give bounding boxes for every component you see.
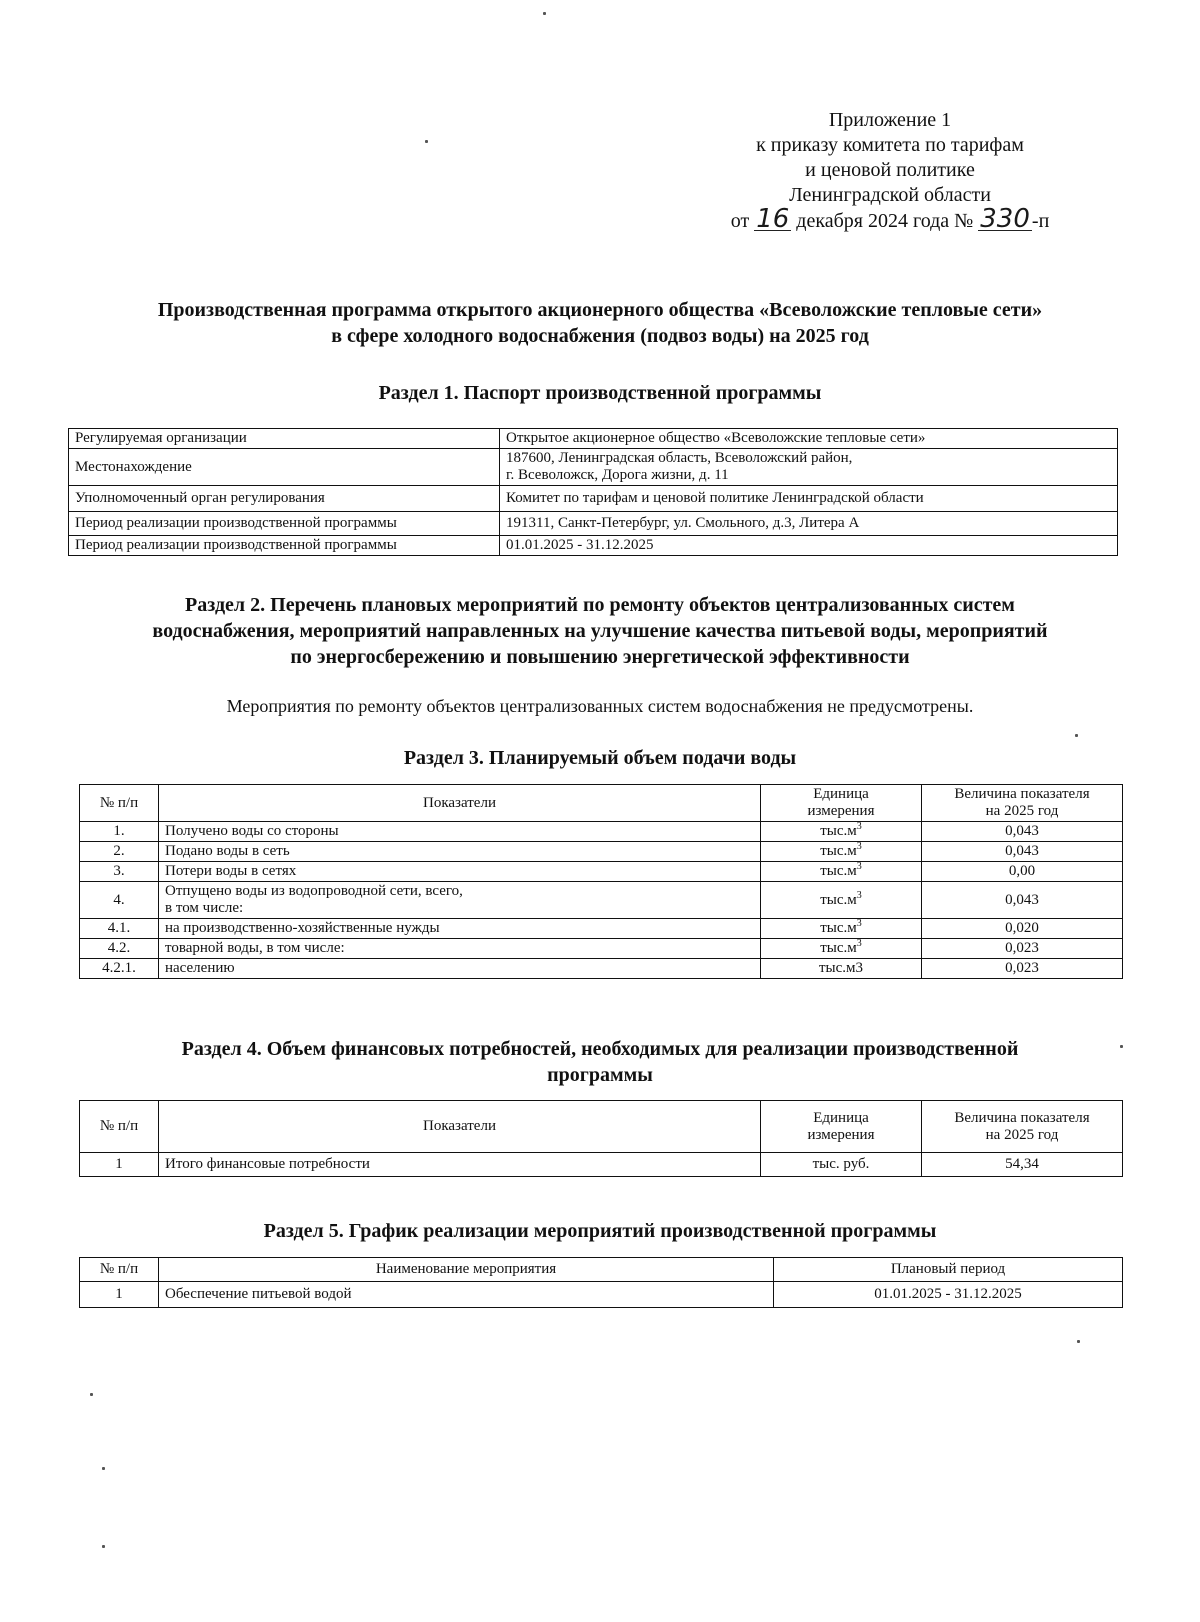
- row-num: 2.: [80, 842, 159, 862]
- col-header-period: Плановый период: [774, 1258, 1123, 1282]
- row-value: 0,023: [922, 959, 1123, 979]
- table-row: [69, 486, 1118, 512]
- table-header-row: [80, 1101, 1123, 1153]
- section3-heading: Раздел 3. Планируемый объем подачи воды: [403, 747, 797, 769]
- unit-sup: 3: [856, 861, 862, 872]
- table-row: [69, 449, 1118, 486]
- row-num: 4.2.1.: [80, 959, 159, 979]
- row-num: 1: [80, 1153, 159, 1177]
- approval-date-middle: декабря 2024 года №: [796, 210, 974, 232]
- scan-speck: [1075, 734, 1078, 737]
- scan-speck: [1077, 1340, 1080, 1343]
- col-header-indicator: Показатели: [159, 785, 761, 822]
- unit-base: тыс.м: [820, 891, 857, 908]
- section1-heading: Раздел 1. Паспорт производственной программы: [378, 382, 822, 404]
- unit-sup: 3: [856, 821, 862, 832]
- table-header-row: [80, 785, 1123, 822]
- passport-table: [68, 428, 1118, 556]
- row-indicator: Подано воды в сеть: [159, 842, 761, 862]
- unit-sup: 3: [856, 918, 862, 929]
- table-row: [80, 939, 1123, 959]
- approval-date-line: [680, 204, 1100, 234]
- col-header-name: Наименование мероприятия: [159, 1258, 774, 1282]
- row-value: 0,043: [922, 882, 1123, 919]
- row-unit: [761, 822, 922, 842]
- scan-speck: [90, 1393, 93, 1396]
- section4-heading-line: Раздел 4. Объем финансовых потребностей, необходимых для реализации производственной: [181, 1038, 1019, 1060]
- row-indicator: Получено воды со стороны: [159, 822, 761, 842]
- col-header-value-line: Величина показателя: [954, 786, 1090, 802]
- handwritten-number: 330: [980, 204, 1030, 234]
- section4-heading: [60, 1036, 1140, 1088]
- document-title: [60, 297, 1140, 349]
- section2-heading-line: Раздел 2. Перечень плановых мероприятий по ремонту объектов централизованных систем: [185, 594, 1015, 616]
- passport-value: [500, 449, 1118, 486]
- col-header-num: № п/п: [80, 1258, 159, 1282]
- row-value: 0,023: [922, 939, 1123, 959]
- unit-base: тыс.м: [820, 940, 857, 956]
- table-row: [80, 862, 1123, 882]
- section2-heading-line: по энергосбережению и повышению энергетической эффективности: [290, 646, 910, 668]
- row-unit: [761, 862, 922, 882]
- col-header-unit: [761, 785, 922, 822]
- row-indicator-line: в том числе:: [165, 900, 244, 916]
- col-header-value-line: на 2025 год: [985, 803, 1059, 819]
- water-volume-table: [79, 784, 1123, 979]
- approval-suffix: -п: [1031, 210, 1050, 232]
- passport-key: Уполномоченный орган регулирования: [69, 486, 500, 512]
- unit-base: тыс.м: [820, 843, 857, 859]
- section2-text: Мероприятия по ремонту объектов централизованных систем водоснабжения не предусмотрены.: [226, 696, 974, 716]
- unit-sup: 3: [856, 889, 862, 901]
- table-row: [80, 822, 1123, 842]
- row-value: 0,043: [922, 842, 1123, 862]
- handwritten-day: 16: [756, 204, 790, 234]
- col-header-unit-line: Единица: [813, 786, 869, 802]
- row-name: Обеспечение питьевой водой: [159, 1282, 774, 1308]
- passport-value: Комитет по тарифам и ценовой политике Ленинградской области: [500, 486, 1118, 512]
- col-header-num: № п/п: [80, 1101, 159, 1153]
- row-unit: тыс. руб.: [761, 1153, 922, 1177]
- passport-key: Местонахождение: [69, 449, 500, 486]
- scan-speck: [425, 140, 428, 143]
- row-num: 4.: [80, 882, 159, 919]
- col-header-value: [922, 785, 1123, 822]
- section4-heading-line: программы: [547, 1064, 653, 1086]
- unit-base: тыс.м: [820, 863, 857, 879]
- section5-heading: Раздел 5. График реализации мероприятий производственной программы: [263, 1220, 937, 1242]
- row-num: 4.2.: [80, 939, 159, 959]
- row-indicator: товарной воды, в том числе:: [159, 939, 761, 959]
- unit-base: тыс.м: [820, 823, 857, 839]
- row-value: 0,020: [922, 919, 1123, 939]
- table-row: [80, 842, 1123, 862]
- row-indicator: на производственно-хозяйственные нужды: [159, 919, 761, 939]
- row-indicator-line: Отпущено воды из водопроводной сети, всего,: [165, 883, 463, 899]
- row-indicator: населению: [159, 959, 761, 979]
- table-row: [69, 512, 1118, 536]
- scan-speck: [543, 12, 546, 15]
- row-num: 1.: [80, 822, 159, 842]
- section2-heading-line: водоснабжения, мероприятий направленных на улучшение качества питьевой воды, мероприятий: [152, 620, 1048, 642]
- row-indicator: Потери воды в сетях: [159, 862, 761, 882]
- unit-base: тыс.м: [820, 920, 857, 936]
- passport-value-line: 187600, Ленинградская область, Всеволожский район,: [506, 450, 853, 466]
- passport-key: Регулируемая организации: [69, 429, 500, 449]
- passport-value: Открытое акционерное общество «Всеволожские тепловые сети»: [500, 429, 1118, 449]
- passport-key: Период реализации производственной программы: [69, 536, 500, 556]
- table-row: [69, 536, 1118, 556]
- approval-block: [680, 108, 1100, 234]
- table-row: [80, 1282, 1123, 1308]
- row-unit: [761, 882, 922, 919]
- passport-value: 191311, Санкт-Петербург, ул. Смольного, д.3, Литера А: [500, 512, 1118, 536]
- row-indicator: [159, 882, 761, 919]
- approval-line-1: Приложение 1: [828, 109, 952, 131]
- table-header-row: [80, 1258, 1123, 1282]
- row-num: 3.: [80, 862, 159, 882]
- section2-heading: [60, 592, 1140, 670]
- approval-line-4: Ленинградской области: [789, 184, 991, 206]
- row-num: 4.1.: [80, 919, 159, 939]
- passport-key: Период реализации производственной программы: [69, 512, 500, 536]
- table-row: [80, 1153, 1123, 1177]
- row-unit: [761, 939, 922, 959]
- col-header-unit-line: измерения: [807, 1126, 875, 1143]
- col-header-num: № п/п: [80, 785, 159, 822]
- row-indicator: Итого финансовые потребности: [159, 1153, 761, 1177]
- scan-speck: [102, 1545, 105, 1548]
- table-row: [80, 959, 1123, 979]
- table-row: [69, 429, 1118, 449]
- row-num: 1: [80, 1282, 159, 1308]
- row-period: 01.01.2025 - 31.12.2025: [774, 1282, 1123, 1308]
- col-header-unit-line: измерения: [807, 803, 875, 819]
- row-unit: [761, 919, 922, 939]
- row-unit: тыс.м3: [761, 959, 922, 979]
- row-value: 0,00: [922, 862, 1123, 882]
- scan-speck: [102, 1467, 105, 1470]
- title-line-2: в сфере холодного водоснабжения (подвоз воды) на 2025 год: [331, 325, 869, 347]
- unit-sup: 3: [856, 841, 862, 852]
- approval-line-3: и ценовой политике: [805, 159, 975, 181]
- table-row: [80, 919, 1123, 939]
- row-value: 0,043: [922, 822, 1123, 842]
- scan-speck: [1120, 1045, 1123, 1048]
- col-header-indicator: Показатели: [159, 1101, 761, 1153]
- approval-date-prefix: от: [730, 210, 750, 232]
- unit-sup: 3: [856, 938, 862, 949]
- passport-value: 01.01.2025 - 31.12.2025: [500, 536, 1118, 556]
- row-value: 54,34: [922, 1153, 1123, 1177]
- col-header-unit: [761, 1101, 922, 1153]
- schedule-table: [79, 1257, 1123, 1308]
- col-header-value-line: на 2025 год: [985, 1126, 1059, 1143]
- approval-line-2: к приказу комитета по тарифам: [756, 134, 1024, 156]
- col-header-value-line: Величина показателя: [954, 1109, 1090, 1126]
- col-header-unit-line: Единица: [813, 1109, 869, 1126]
- row-unit: [761, 842, 922, 862]
- table-row: [80, 882, 1123, 919]
- title-line-1: Производственная программа открытого акционерного общества «Всеволожские тепловые сети»: [157, 299, 1043, 321]
- col-header-value: [922, 1101, 1123, 1153]
- financial-needs-table: [79, 1100, 1123, 1177]
- passport-value-line: г. Всеволожск, Дорога жизни, д. 11: [506, 467, 729, 483]
